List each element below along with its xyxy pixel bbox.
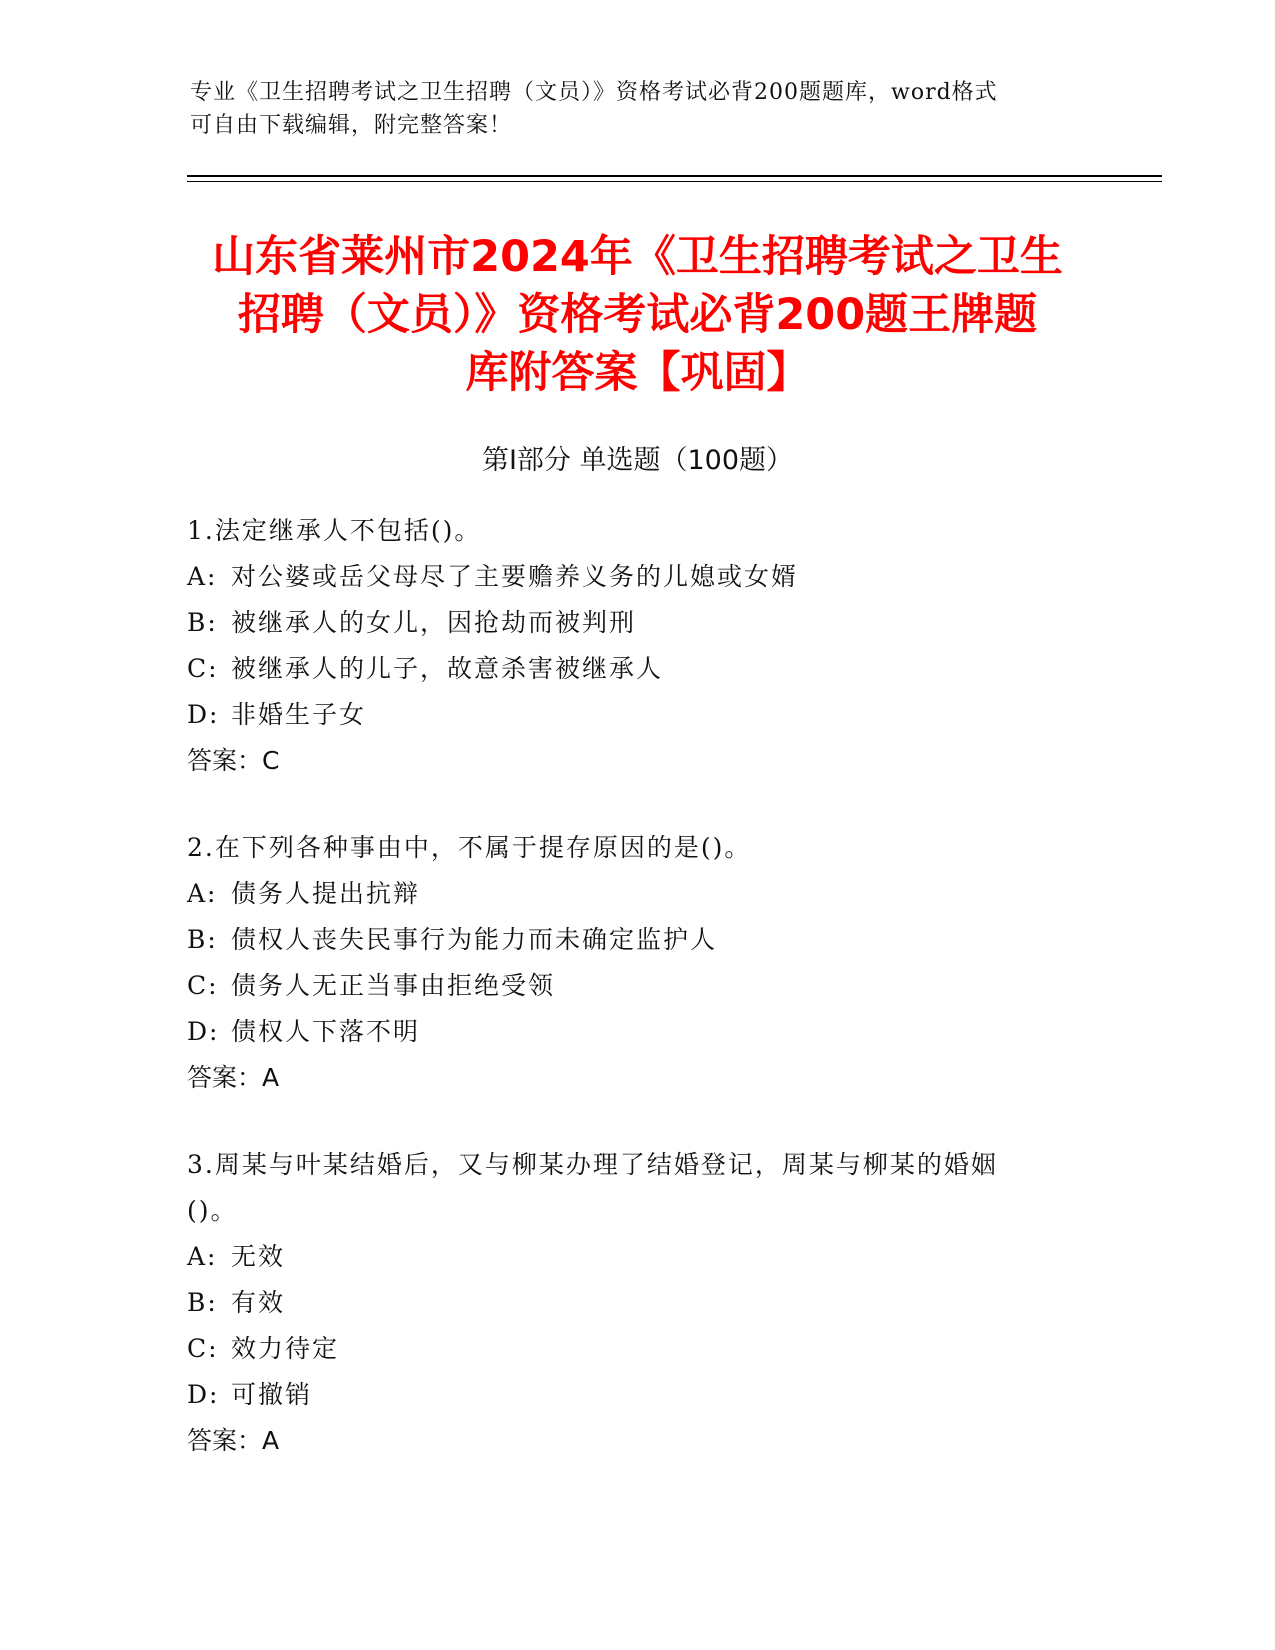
question-stem: 2.在下列各种事由中，不属于提存原因的是()。 <box>187 833 752 862</box>
title-line-2: 招聘（文员）》资格考试必背200题王牌题 <box>237 290 1038 340</box>
option-text: 可撤销 <box>231 1380 313 1409</box>
option-key: D: <box>187 1017 220 1046</box>
option-text: 债权人丧失民事行为能力而未确定监护人 <box>231 925 718 954</box>
intro-line-1: 专业《卫生招聘考试之卫生招聘（文员）》资格考试必背200题题库，word格式 <box>190 80 998 105</box>
option-d <box>187 1009 1087 1055</box>
answer-line: 答案：A <box>187 1063 280 1092</box>
option-key: B: <box>187 925 218 954</box>
intro-line-2: 可自由下载编辑，附完整答案！ <box>190 113 513 138</box>
header-rule-thick <box>187 175 1162 177</box>
option-c <box>187 1326 1087 1372</box>
option-key: D: <box>187 1380 220 1409</box>
answer-line: 答案：A <box>187 1426 280 1455</box>
section-heading: 第Ⅰ部分 单选题（100题） <box>481 445 794 476</box>
option-key: D: <box>187 700 220 729</box>
question-stem: 3.周某与叶某结婚后，又与柳某办理了结婚登记，周某与柳某的婚姻 <box>187 1150 998 1179</box>
option-b <box>187 1280 1087 1326</box>
option-text: 被继承人的儿子，故意杀害被继承人 <box>231 654 664 683</box>
option-a <box>187 554 1087 600</box>
answer-line: 答案：C <box>187 746 280 775</box>
title-line-3: 库附答案【巩固】 <box>465 348 810 398</box>
option-a <box>187 871 1087 917</box>
option-key: C: <box>187 654 219 683</box>
option-key: B: <box>187 608 218 637</box>
option-key: C: <box>187 1334 219 1363</box>
question-stem-continued: ()。 <box>187 1196 238 1225</box>
document-title <box>160 228 1115 402</box>
option-d <box>187 692 1087 738</box>
option-text: 对公婆或岳父母尽了主要赡养义务的儿媳或女婿 <box>231 562 799 591</box>
question-2 <box>187 825 1087 1101</box>
option-b <box>187 917 1087 963</box>
option-key: B: <box>187 1288 218 1317</box>
option-text: 债务人无正当事由拒绝受领 <box>231 971 556 1000</box>
option-d <box>187 1372 1087 1418</box>
option-a <box>187 1234 1087 1280</box>
question-stem: 1.法定继承人不包括()。 <box>187 516 482 545</box>
option-text: 无效 <box>231 1242 286 1271</box>
intro-text <box>190 76 1090 142</box>
title-line-1: 山东省莱州市2024年《卫生招聘考试之卫生 <box>212 232 1063 282</box>
option-text: 债权人下落不明 <box>231 1017 421 1046</box>
option-key: C: <box>187 971 219 1000</box>
option-text: 债务人提出抗辩 <box>231 879 421 908</box>
option-c <box>187 963 1087 1009</box>
option-key: A: <box>187 879 218 908</box>
option-key: A: <box>187 562 218 591</box>
header-rule-thin <box>187 181 1162 182</box>
option-b <box>187 600 1087 646</box>
option-key: A: <box>187 1242 218 1271</box>
option-c <box>187 646 1087 692</box>
option-text: 非婚生子女 <box>231 700 367 729</box>
option-text: 效力待定 <box>231 1334 340 1363</box>
option-text: 有效 <box>231 1288 286 1317</box>
option-text: 被继承人的女儿，因抢劫而被判刑 <box>231 608 637 637</box>
question-1 <box>187 508 1087 784</box>
question-3 <box>187 1142 1087 1464</box>
